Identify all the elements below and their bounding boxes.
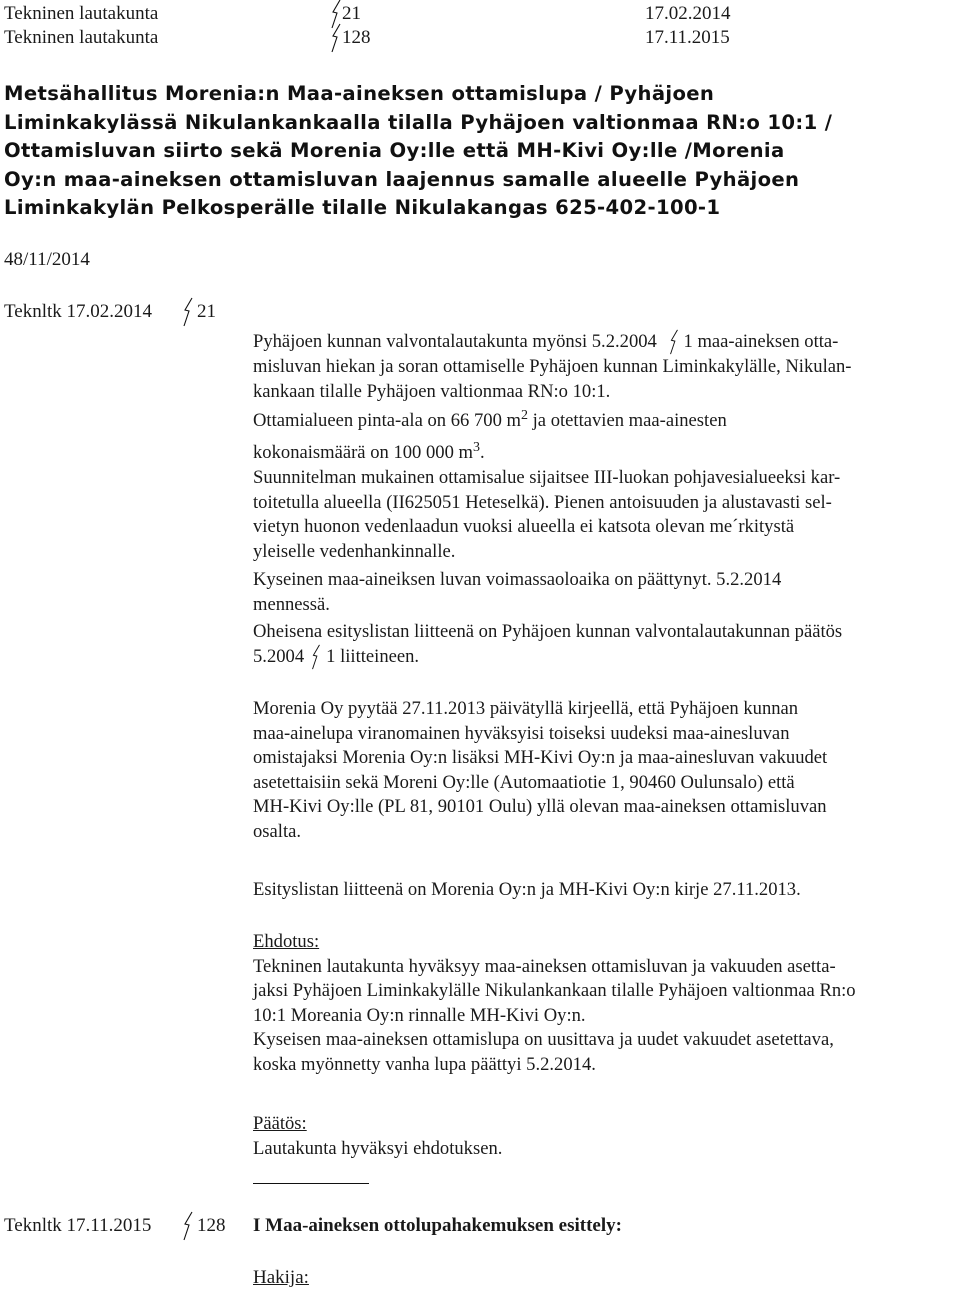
- p3-text: vietyn huonon vedenlaadun vuoksi alueella ei katsota olevan me´rkitystä: [253, 516, 795, 537]
- superscript: 3: [472, 440, 480, 455]
- divider: [253, 1183, 369, 1184]
- paragraph-area: [253, 408, 953, 466]
- ref2-label: Teknltk 17.11.2015: [4, 1215, 152, 1236]
- paragraph-permit-history: [253, 330, 953, 404]
- document-title: [4, 80, 954, 223]
- p1-text: 1 maa-aineksen otta-: [683, 331, 839, 352]
- paragraph-attachment: [253, 620, 953, 670]
- superscript: 2: [520, 408, 528, 423]
- proposal-text: jaksi Pyhäjoen Liminkakylälle Nikulankankaan tilalle Pyhäjoen valtionmaa Rn:o: [253, 980, 856, 1001]
- paragraph-groundwater: [253, 466, 953, 564]
- proposal-text: Tekninen lautakunta hyväksyy maa-aineksen ottamisluvan ja vakuuden asetta-: [253, 955, 836, 977]
- p5-text: 1 liitteineen.: [326, 645, 420, 667]
- header-committee-2: Tekninen lautakunta: [4, 27, 159, 48]
- title-line: Ottamisluvan siirto sekä Morenia Oy:lle että MH-Kivi Oy:lle /Morenia: [4, 139, 785, 162]
- proposal-label: Ehdotus:: [253, 931, 320, 952]
- title-line: Metsähallitus Morenia:n Maa-aineksen ottamislupa / Pyhäjoen: [4, 82, 715, 105]
- p6-text: MH-Kivi Oy:lle (PL 81, 90101 Oulu) yllä olevan maa-aineksen ottamisluvan: [253, 796, 827, 817]
- decision-label: Päätös:: [253, 1113, 307, 1134]
- ref1-section: 21: [197, 301, 216, 322]
- applicant-label: Hakija:: [253, 1267, 309, 1288]
- p3-text: Suunnitelman mukainen ottamisalue sijaitsee III-luokan pohjavesialueeksi kar-: [253, 467, 841, 488]
- p1-text: misluvan hiekan ja soran ottamiselle Pyhäjoen kunnan Liminkakylälle, Nikulan-: [253, 356, 852, 377]
- paragraph-request: [253, 697, 953, 844]
- proposal-text: koska myönnetty vanha lupa päättyi 5.2.2014.: [253, 1053, 596, 1075]
- p2-text: kokonaismäärä on 100 000 m: [253, 442, 473, 463]
- p6-text: osalta.: [253, 820, 302, 842]
- header-committee-1: Tekninen lautakunta: [4, 3, 159, 24]
- ref2-heading: I Maa-aineksen ottolupahakemuksen esittely:: [253, 1215, 622, 1236]
- proposal-text: Kyseisen maa-aineksen ottamislupa on uusittava ja uudet vakuudet asetettava,: [253, 1029, 834, 1050]
- ref1-label: Teknltk 17.02.2014: [4, 301, 153, 322]
- title-line: Liminkakylän Pelkosperälle tilalle Nikulakangas 625-402-100-1: [4, 196, 721, 219]
- p6-text: Morenia Oy pyytää 27.11.2013 päivätyllä kirjeellä, että Pyhäjoen kunnan: [253, 698, 799, 719]
- p3-text: yleiselle vedenhankinnalle.: [253, 540, 456, 562]
- p1-text: Pyhäjoen kunnan valvontalautakunta myönsi 5.2.2004: [253, 331, 657, 352]
- header-date-1: 17.02.2014: [645, 3, 731, 24]
- paragraph-validity: [253, 568, 953, 617]
- section-sign-icon: [182, 1211, 194, 1241]
- section-sign-icon: [310, 644, 322, 670]
- header-date-2: 17.11.2015: [645, 27, 730, 48]
- p4-text: mennessä.: [253, 593, 330, 615]
- proposal-text: 10:1 Moreania Oy:n rinnalle MH-Kivi Oy:n.: [253, 1004, 586, 1026]
- title-line: Liminkakylässä Nikulankankaalla tilalla Pyhäjoen valtionmaa RN:o 10:1 /: [4, 110, 833, 134]
- p3-text: toitetulla alueella (II625051 Heteselkä). Pienen antoisuuden ja alustavasti sel-: [253, 491, 832, 513]
- header-section-2: 128: [342, 27, 371, 48]
- paragraph-attachment-letter: [253, 878, 953, 903]
- decision-section: [253, 1112, 953, 1161]
- section-sign-icon: [330, 23, 342, 53]
- p5-text: Oheisena esityslistan liitteenä on Pyhäjoen kunnan valvontalautakunnan päätös: [253, 621, 843, 642]
- p6-text: maa-ainelupa viranomainen hyväksyisi toiseksi uudeksi maa-ainesluvan: [253, 722, 790, 744]
- p7-text: Esityslistan liitteenä on Morenia Oy:n ja MH-Kivi Oy:n kirje 27.11.2013.: [253, 879, 801, 900]
- header-section-1: 21: [342, 3, 361, 24]
- ref2-section: 128: [197, 1215, 226, 1236]
- p2-text: .: [479, 442, 485, 463]
- case-number: 48/11/2014: [4, 249, 90, 270]
- p6-text: asetettaisiin sekä Moreni Oy:lle (Automaatiotie 1, 90460 Oulunsalo) että: [253, 771, 795, 793]
- p2-text: ja otettavien maa-ainesten: [527, 410, 727, 431]
- p5-text: 5.2004: [253, 645, 305, 667]
- p6-text: omistajaksi Morenia Oy:n lisäksi MH-Kivi Oy:n ja maa-ainesluvan vakuudet: [253, 747, 828, 768]
- section-sign-icon: [668, 329, 680, 355]
- p4-text: Kyseinen maa-aineiksen luvan voimassaoloaika on päättynyt. 5.2.2014: [253, 569, 782, 590]
- proposal-section: [253, 930, 953, 1077]
- p2-text: Ottamialueen pinta-ala on 66 700 m: [253, 410, 521, 431]
- p1-text: kankaan tilalle Pyhäjoen valtionmaa RN:o 10:1.: [253, 380, 611, 402]
- section-sign-icon: [182, 297, 194, 327]
- decision-text: Lautakunta hyväksyi ehdotuksen.: [253, 1137, 503, 1159]
- title-line: Oy:n maa-aineksen ottamisluvan laajennus samalle alueelle Pyhäjoen: [4, 167, 800, 191]
